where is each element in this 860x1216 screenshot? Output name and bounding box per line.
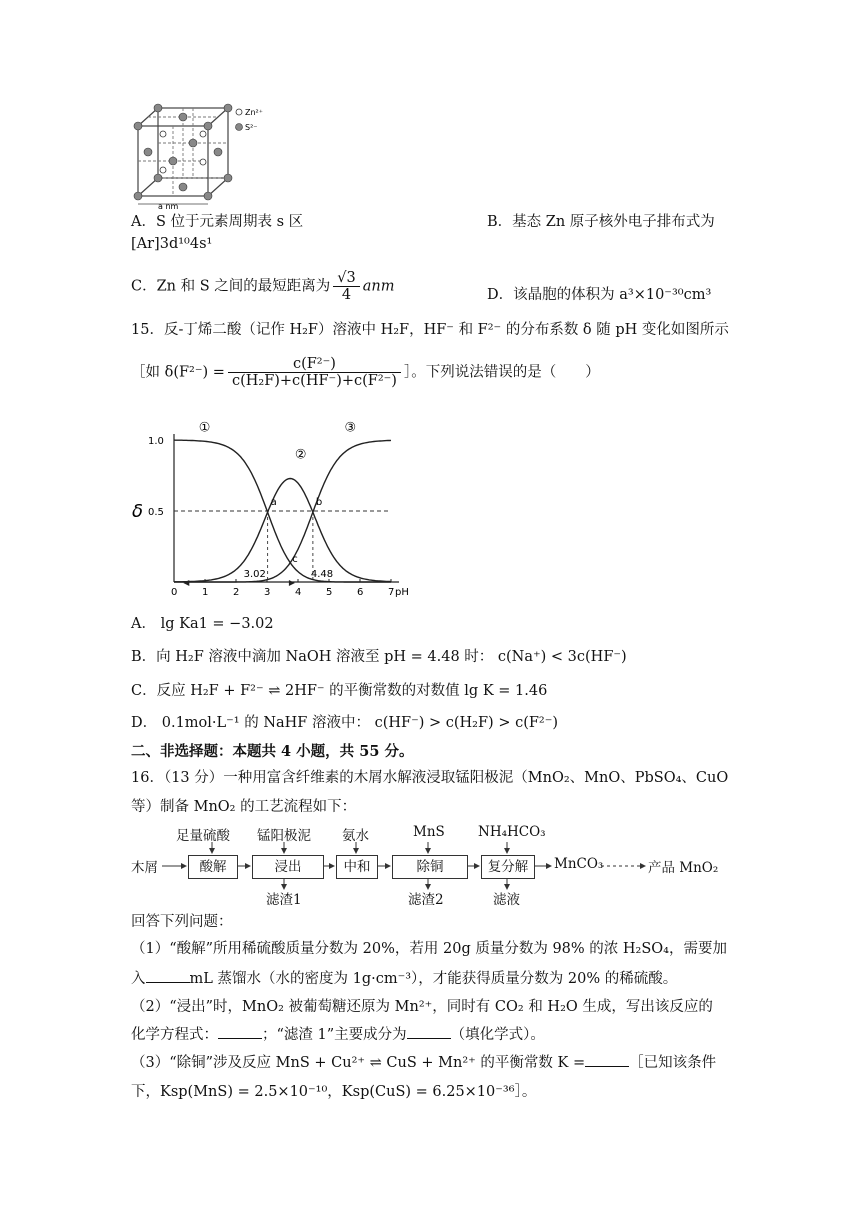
step-copper-removal: 除铜	[392, 855, 468, 879]
q14-option-d: D．该晶胞的体积为 a³×10⁻³⁰cm³	[487, 287, 712, 303]
section-2-title: 二、非选择题：本题共 4 小题，共 55 分。	[131, 743, 414, 760]
output-residue-1: 滤渣1	[266, 892, 302, 908]
flow-product-mnco3: MnCO₃	[554, 856, 604, 872]
q16-part1-line1: （1）“酸解”所用稀硫酸质量分数为 20%，若用 20g 质量分数为 98% 的浓 H₂SO₄，需要加	[131, 941, 727, 957]
crystal-dim-label: a nm	[158, 202, 179, 211]
flow-product-mno2: 产品 MnO₂	[648, 860, 719, 876]
x-axis-label: pH	[395, 587, 409, 598]
answer-blank-2[interactable]	[218, 1024, 262, 1039]
q14-option-b: B．基态 Zn 原子核外电子排布式为	[487, 214, 715, 230]
x-tick-label: 7	[388, 587, 395, 598]
y-axis-label: δ	[132, 501, 144, 522]
q14-option-a: A．S 位于元素周期表 s 区	[131, 214, 304, 230]
annotation-c: c	[292, 553, 298, 565]
step-acid-hydrolysis: 酸解	[188, 855, 238, 879]
y-tick-label: 0.5	[148, 507, 164, 518]
reagent-ammonia: 氨水	[342, 828, 369, 844]
series-3-label: ③	[344, 420, 357, 436]
q16-part1-line2: 入 mL 蒸馏水（水的密度为 1g·cm⁻³），才能获得质量分数为 20% 的稀硫酸。	[131, 968, 677, 989]
q15-option-d: D． 0.1mol·L⁻¹ 的 NaHF 溶液中： c(HF⁻) > c(H₂F) > c(F²⁻)	[131, 715, 559, 731]
q15-option-b: B．向 H₂F 溶液中滴加 NaOH 溶液至 pH = 4.48 时： c(Na⁺) < 3c(HF⁻)	[131, 649, 627, 665]
annotation-b: b	[315, 497, 323, 508]
annotation-a: a	[270, 497, 277, 508]
flow-start-sawdust: 木屑	[131, 860, 158, 876]
series-2-label: ②	[294, 447, 307, 463]
q16-part3-line1: （3）“除铜”涉及反应 MnS + Cu²⁺ ⇌ CuS + Mn²⁺ 的平衡常数 K = ［已知该条件	[131, 1052, 716, 1073]
step-neutralize: 中和	[336, 855, 378, 879]
q16-stem-line1: 16．（13 分）一种用富含纤维素的木屑水解液浸取锰阳极泥（MnO₂、MnO、PbSO₄、CuO	[131, 770, 729, 786]
q15-stem-def: ［如 δ(F²⁻) = $\frac{\text{c(F²⁻)}}{\text{c(H₂F)+c(HF⁻)+c(F²⁻)}}$ ］。下列说法错误的是（ ）	[131, 356, 600, 389]
reagent-sulfuric-acid: 足量硫酸	[176, 828, 230, 844]
x-tick-label: 4	[295, 587, 302, 598]
reagent-mns: MnS	[413, 824, 445, 840]
x-tick-label: 0	[171, 587, 178, 598]
reagent-nh4hco3: NH₄HCO₃	[478, 824, 546, 840]
q16-part3-line2: 下，Ksp(MnS) = 2.5×10⁻¹⁰，Ksp(CuS) = 6.25×10⁻³⁶］。	[131, 1084, 537, 1100]
legend-zn: Zn²⁺	[245, 108, 263, 117]
q14-option-c: C．Zn 和 S 之间的最短距离为 $\frac{√3}{4}$ anm	[131, 270, 395, 303]
x-tick-label: 2	[233, 587, 240, 598]
q15-option-c: C．反应 H₂F + F²⁻ ⇌ 2HF⁻ 的平衡常数的对数值 lg K = 1.46	[131, 683, 548, 699]
step-leaching: 浸出	[252, 855, 324, 879]
x-tick-label: 3	[264, 587, 271, 598]
q15-stem-line1: 15．反-丁烯二酸（记作 H₂F）溶液中 H₂F，HF⁻ 和 F²⁻ 的分布系数 δ 随 pH 变化如图所示	[131, 322, 729, 338]
q16-prompt: 回答下列问题：	[131, 914, 233, 930]
output-filtrate: 滤液	[493, 892, 520, 908]
q15-option-a: A． lg Ka1 = −3.02	[131, 616, 274, 632]
answer-blank-4[interactable]	[585, 1052, 629, 1067]
pka-label-2: 4.48	[310, 569, 334, 580]
x-tick-label: 1	[202, 587, 209, 598]
q16-part2-line2: 化学方程式： ；“滤渣 1”主要成分为 （填化学式）。	[131, 1024, 545, 1045]
q16-part2-line1: （2）“浸出”时，MnO₂ 被葡萄糖还原为 Mn²⁺，同时有 CO₂ 和 H₂O 生成，写出该反应的	[131, 999, 713, 1015]
q14-option-b-cont: [Ar]3d¹⁰4s¹	[131, 236, 213, 252]
legend-s: S²⁻	[245, 123, 258, 132]
x-tick-label: 5	[326, 587, 333, 598]
y-tick-label: 1.0	[148, 436, 164, 447]
answer-blank-1[interactable]	[146, 968, 190, 983]
output-residue-2: 滤渣2	[408, 892, 444, 908]
pka-label-1: 3.02	[243, 569, 266, 580]
answer-blank-3[interactable]	[407, 1024, 451, 1039]
x-tick-label: 6	[357, 587, 364, 598]
step-metathesis: 复分解	[481, 855, 535, 879]
series-1-label: ①	[198, 420, 211, 436]
reagent-anode-mud: 锰阳极泥	[257, 828, 311, 844]
q16-stem-line2: 等）制备 MnO₂ 的工艺流程如下：	[131, 799, 357, 815]
